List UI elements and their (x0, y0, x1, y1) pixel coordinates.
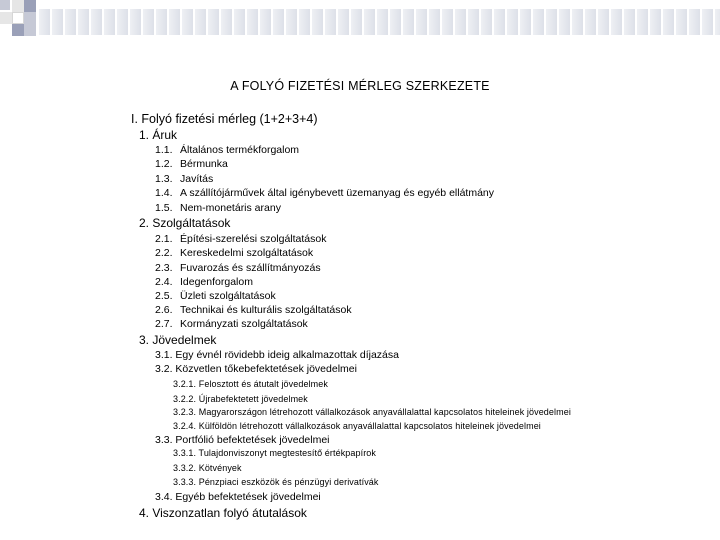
item-text: Építési-szerelési szolgáltatások (180, 233, 327, 245)
item-number: 1.4. (155, 187, 173, 199)
item-number: 2.1. (155, 233, 173, 245)
item-text: Idegenforgalom (180, 276, 253, 288)
decorative-squares (0, 0, 720, 40)
list-item: 3.2.2. Újrabefektetett jövedelmek (173, 394, 308, 404)
list-item (155, 247, 313, 259)
item-number: 2.5. (155, 290, 173, 302)
item-number: 2.7. (155, 318, 173, 330)
deco-square (24, 12, 36, 24)
deco-square (12, 12, 24, 24)
item-text: Általános termékforgalom (180, 144, 300, 156)
item-number: 1.1. (155, 144, 173, 156)
item-number: 2.4. (155, 276, 173, 288)
item-number: 2.3. (155, 262, 173, 274)
item-text: Javítás (180, 173, 214, 185)
list-item (155, 290, 276, 302)
list-item: 3.3.3. Pénzpiaci eszközök és pénzügyi derivatívák (173, 477, 379, 487)
item-text: Kereskedelmi szolgáltatások (180, 247, 314, 259)
list-item: 3.2.3. Magyarországon létrehozott vállalkozások anyavállalattal kapcsolatos hiteleinek jövedelmei (173, 407, 571, 417)
list-item (155, 276, 253, 288)
item-text: Technikai és kulturális szolgáltatások (180, 304, 352, 316)
page-title: A FOLYÓ FIZETÉSI MÉRLEG SZERKEZETE (230, 79, 490, 93)
list-item: 3.3.2. Kötvények (173, 463, 242, 473)
item-text: Üzleti szolgáltatások (180, 290, 276, 302)
list-item (155, 304, 352, 316)
section-heading: I. Folyó fizetési mérleg (1+2+3+4) (131, 112, 318, 126)
list-item: 3.4. Egyéb befektetések jövedelmei (155, 491, 321, 503)
heading-szolgaltatasok: 2. Szolgáltatások (139, 216, 231, 230)
item-number: 1.3. (155, 173, 173, 185)
item-number: 1.5. (155, 202, 173, 214)
item-number: 2.6. (155, 304, 173, 316)
heading-aruk: 1. Áruk (139, 128, 178, 142)
heading-viszonzatlan: 4. Viszonzatlan folyó átutalások (139, 506, 307, 520)
list-item: 3.2. Közvetlen tőkebefektetések jövedelmei (155, 363, 357, 375)
list-item (155, 187, 494, 199)
list-item (155, 173, 213, 185)
list-item: 3.2.4. Külföldön létrehozott vállalkozások anyavállalattal kapcsolatos hiteleinek jövedelmei (173, 421, 541, 431)
list-item: 3.3. Portfólió befektetések jövedelmei (155, 434, 330, 446)
list-item (155, 318, 308, 330)
list-item (155, 233, 326, 245)
heading-jovedelmek: 3. Jövedelmek (139, 333, 217, 347)
item-text: Fuvarozás és szállítmányozás (180, 262, 321, 274)
list-item (155, 158, 228, 170)
item-text: A szállítójárművek által igénybevett üzemanyag és egyéb ellátmány (180, 187, 495, 199)
list-item: 3.2.1. Felosztott és átutalt jövedelmek (173, 379, 328, 389)
item-text: Bérmunka (180, 158, 228, 170)
deco-square (12, 24, 24, 36)
list-item (155, 262, 321, 274)
list-item (155, 144, 299, 156)
item-text: Kormányzati szolgáltatások (180, 318, 308, 330)
deco-strip (38, 9, 720, 35)
deco-square (0, 12, 12, 24)
deco-square (0, 0, 10, 10)
deco-square (24, 24, 36, 36)
list-item: 3.1. Egy évnél rövidebb ideig alkalmazottak díjazása (155, 349, 399, 361)
item-text: Nem-monetáris arany (180, 202, 281, 214)
deco-square (12, 0, 24, 12)
item-number: 2.2. (155, 247, 173, 259)
deco-square (24, 0, 36, 12)
item-number: 1.2. (155, 158, 173, 170)
list-item (155, 202, 281, 214)
list-item: 3.3.1. Tulajdonviszonyt megtestesítő értékpapírok (173, 448, 377, 458)
